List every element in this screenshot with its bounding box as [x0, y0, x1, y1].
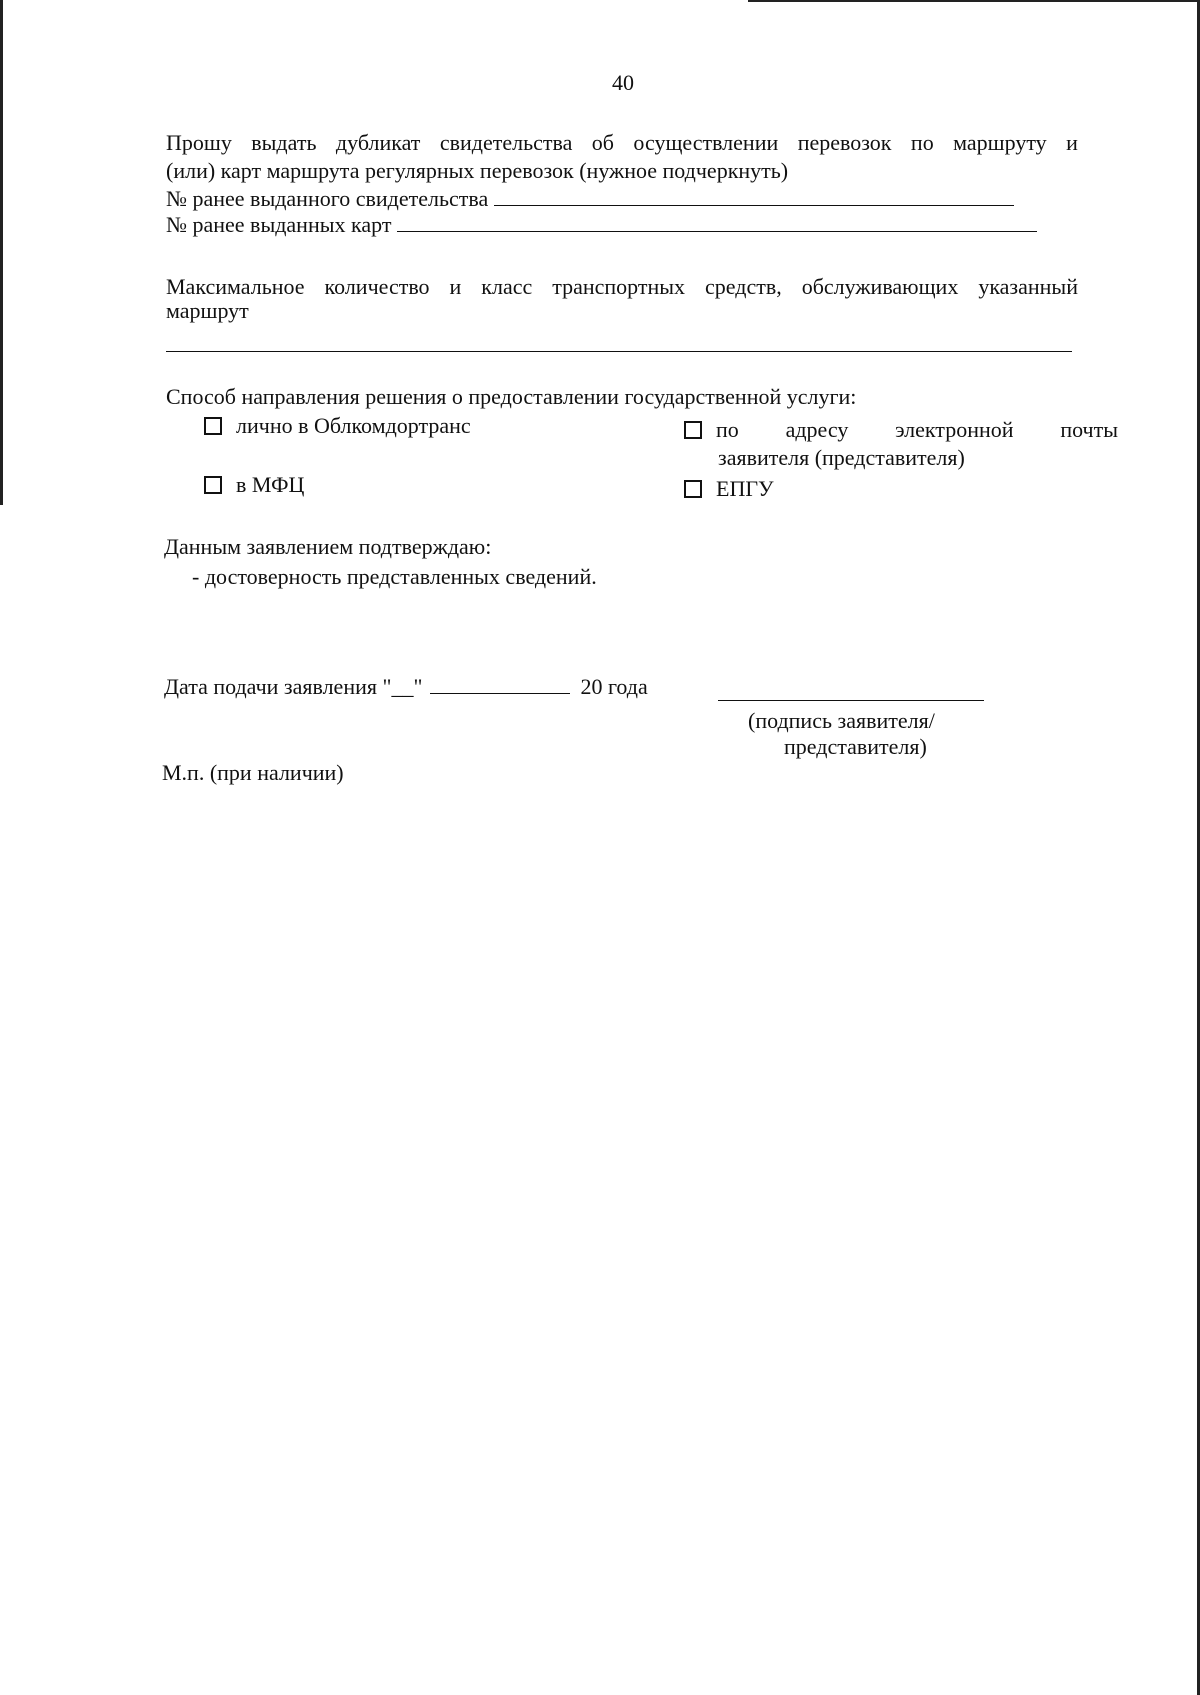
- word: осуществлении: [633, 130, 779, 155]
- word: перевозок: [797, 130, 892, 155]
- submission-date-label: Дата подачи заявления "__": [164, 674, 423, 699]
- confirmation-heading: Данным заявлением подтверждаю:: [164, 534, 492, 559]
- vehicles-line-1: [166, 274, 1078, 300]
- option-email-line-1: [684, 417, 1118, 443]
- signature-field[interactable]: [718, 700, 984, 701]
- checkbox[interactable]: [204, 476, 222, 494]
- checkbox[interactable]: [684, 480, 702, 498]
- word: обслуживающих: [801, 274, 959, 299]
- stamp-note: М.п. (при наличии): [162, 760, 344, 785]
- vehicles-field[interactable]: [166, 351, 1072, 352]
- word: средств,: [705, 274, 782, 299]
- word: транспортных: [552, 274, 686, 299]
- word: по: [716, 417, 739, 442]
- option-epgu[interactable]: [684, 476, 774, 502]
- word: количество: [324, 274, 430, 299]
- vehicles-line-2: маршрут: [166, 298, 249, 323]
- certificate-number-label: № ранее выданного свидетельства: [166, 186, 489, 211]
- option-mfc-label: в МФЦ: [236, 472, 305, 497]
- checkbox[interactable]: [204, 417, 222, 435]
- option-in-person-label: лично в Облкомдортранс: [236, 413, 471, 438]
- word: указанный: [978, 274, 1078, 299]
- signature-caption-line-1: (подпись заявителя/: [748, 708, 935, 733]
- word: и: [449, 274, 462, 299]
- option-email-line-2: заявителя (представителя): [718, 445, 965, 470]
- option-email-first: [684, 417, 739, 443]
- page-number: 40: [612, 70, 634, 95]
- cards-number-row: [166, 212, 1037, 238]
- certificate-number-row: [166, 186, 1014, 212]
- confirmation-item: - достоверность представленных сведений.: [192, 564, 597, 589]
- duplicate-request-line-2: (или) карт маршрута регулярных перевозок (нужное подчеркнуть): [166, 158, 789, 183]
- option-in-person[interactable]: [204, 413, 471, 439]
- word: класс: [481, 274, 533, 299]
- delivery-method-heading: Способ направления решения о предоставлении государственной услуги:: [166, 384, 857, 409]
- certificate-number-field[interactable]: [494, 187, 1014, 206]
- option-email[interactable]: [684, 417, 1118, 471]
- option-mfc[interactable]: [204, 472, 304, 498]
- checkbox[interactable]: [684, 421, 702, 439]
- year-text: 20 года: [580, 674, 648, 699]
- word: Максимальное: [166, 274, 305, 299]
- word: почты: [1060, 417, 1118, 442]
- signature-caption-line-2: представителя): [784, 734, 927, 759]
- duplicate-request-line-1: [166, 130, 1078, 156]
- word: и: [1066, 130, 1078, 155]
- word: маршруту: [953, 130, 1047, 155]
- word: об: [591, 130, 614, 155]
- word: Прошу: [166, 130, 232, 155]
- word: выдать: [251, 130, 317, 155]
- word: по: [910, 130, 934, 155]
- submission-date-row: [164, 674, 648, 700]
- scan-edge-top: [748, 0, 1200, 2]
- word: электронной: [895, 417, 1014, 442]
- cards-number-field[interactable]: [397, 213, 1037, 232]
- word: дубликат: [335, 130, 421, 155]
- cards-number-label: № ранее выданных карт: [166, 212, 392, 237]
- option-epgu-label: ЕПГУ: [716, 476, 774, 501]
- submission-date-field[interactable]: [430, 675, 570, 694]
- word: адресу: [785, 417, 849, 442]
- word: свидетельства: [439, 130, 573, 155]
